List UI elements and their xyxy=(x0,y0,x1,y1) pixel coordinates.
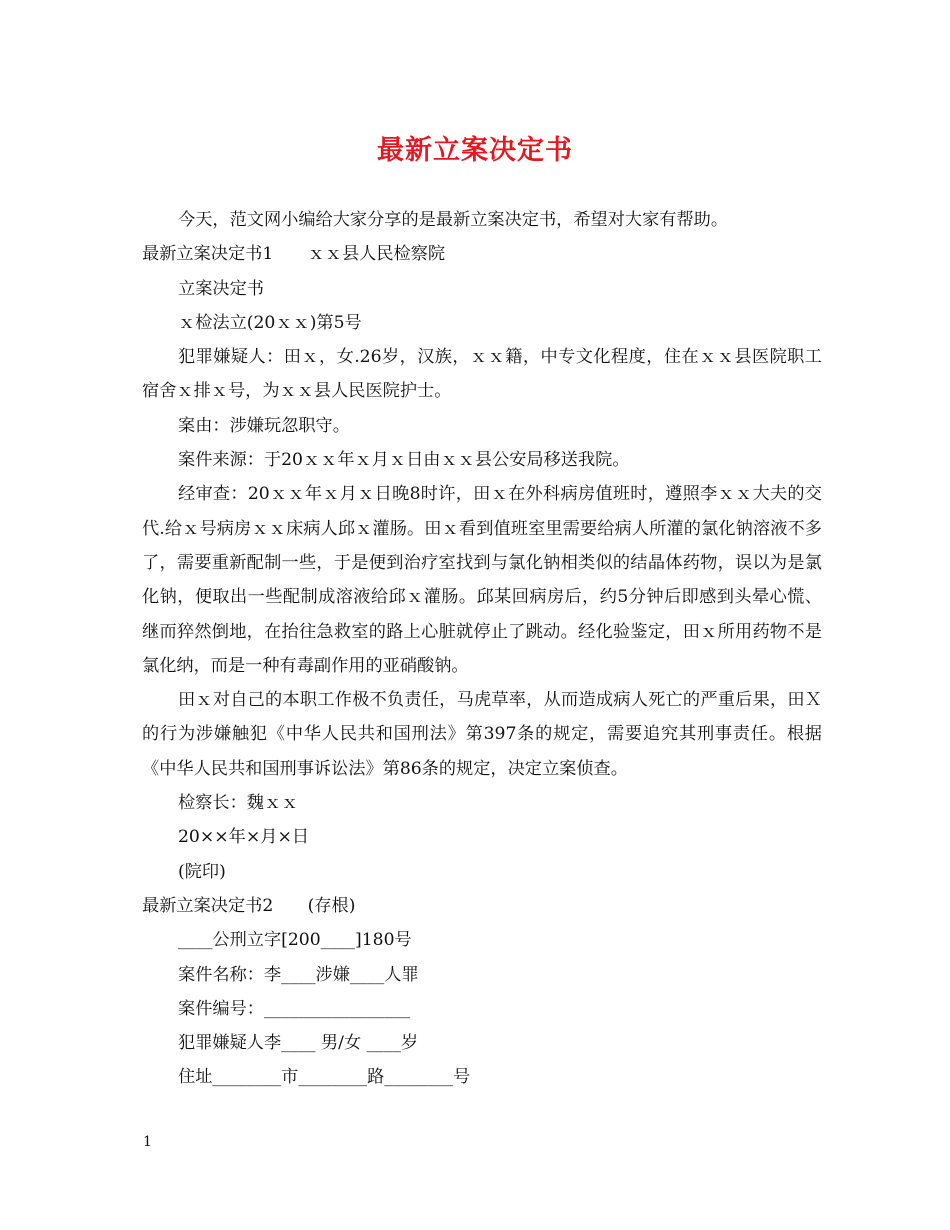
prosecutor-signature: 检察长：魏ｘｘ xyxy=(178,793,299,814)
form-line-case-name: 案件名称：李____涉嫌____人罪 xyxy=(178,964,419,985)
doc-subtitle: 立案决定书 xyxy=(178,278,264,299)
section-heading-2: 最新立案决定书2 (存根) xyxy=(142,895,356,916)
intro-paragraph: 今天，范文网小编给大家分享的是最新立案决定书，希望对大家有帮助。 xyxy=(178,210,729,230)
form-line-case-id: 案件编号：_________________ xyxy=(178,998,411,1019)
section-heading-1: 最新立案决定书1 ｘｘ县人民检察院 xyxy=(142,244,446,265)
suspect-paragraph: 犯罪嫌疑人：田ｘ，女.26岁，汉族，ｘｘ籍，中专文化程度，住在ｘｘ县医院职工宿舍ｘ排ｘ号，为ｘｘ县人民医院护士。 xyxy=(142,347,822,402)
document-body xyxy=(142,203,822,1095)
seal-line: (院印) xyxy=(178,861,226,882)
document-title: 最新立案决定书 xyxy=(377,135,573,166)
form-line-file-number: ____公刑立字[200____]180号 xyxy=(178,930,412,951)
case-cause: 案由：涉嫌玩忽职守。 xyxy=(178,415,350,436)
review-paragraph: 经审查：20ｘｘ年ｘ月ｘ日晚8时许，田ｘ在外科病房值班时，遵照李ｘｘ大夫的交代.给ｘ号病房ｘｘ床病人邱ｘ灌肠。田ｘ看到值班室里需要给病人所灌的氯化钠溶液不多了，需要重新配制一些，于是便到治疗室找到与氯化钠相类似的结晶体药物，误以为是氯化钠，便取出一些配制成溶液给邱ｘ灌肠。邱某回病房后，约5分钟后即感到头晕心慌、继而猝然倒地，在抬往急救室的路上心脏就停止了跳动。经化验鉴定，田ｘ所用药物不是氯化纳，而是一种有毒副作用的亚硝酸钠。 xyxy=(142,484,822,676)
case-source: 案件来源：于20ｘｘ年ｘ月ｘ日由ｘｘ县公安局移送我院。 xyxy=(178,450,630,471)
decision-paragraph: 田ｘ对自己的本职工作极不负责任，马虎草率，从而造成病人死亡的严重后果，田Ｘ的行为涉嫌触犯《中华人民共和国刑法》第397条的规定，需要追究其刑事责任。根据《中华人民共和国刑事诉讼法》第86条的规定，决定立案侦查。 xyxy=(142,690,822,779)
form-line-address: 住址________市________路________号 xyxy=(178,1067,471,1088)
page-number: 1 xyxy=(143,1134,152,1150)
date-line: 20××年×月×日 xyxy=(178,827,310,848)
form-line-suspect: 犯罪嫌疑人李____ 男/女 ____岁 xyxy=(178,1033,419,1054)
doc-number: ｘ检法立(20ｘｘ)第5号 xyxy=(178,312,362,333)
